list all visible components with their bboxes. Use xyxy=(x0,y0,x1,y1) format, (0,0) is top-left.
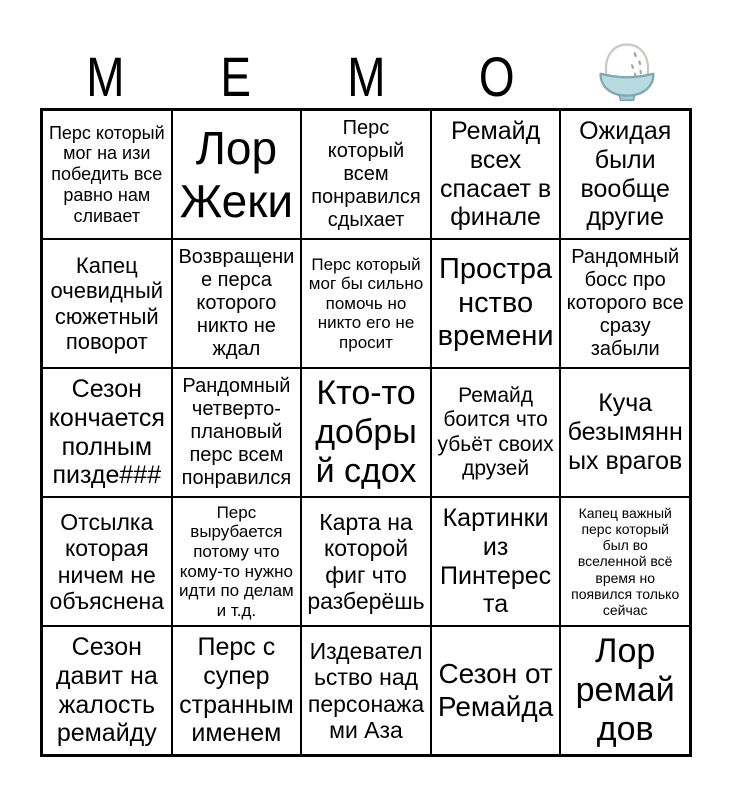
bingo-cell[interactable] xyxy=(172,110,302,239)
bingo-cell[interactable] xyxy=(560,110,690,239)
bingo-cell-label: Лор ремайдов xyxy=(575,631,675,749)
bingo-cell-label: Куча безымянных врагов xyxy=(567,389,683,475)
header-letter: М xyxy=(346,45,386,109)
bingo-cell[interactable] xyxy=(42,239,172,368)
header-letter: Е xyxy=(220,45,251,109)
bingo-cell[interactable] xyxy=(301,239,431,368)
rice-bowl-icon xyxy=(594,40,660,102)
bingo-cell-label: Перс который мог на изи победить все равно нам сливает xyxy=(48,122,165,226)
bingo-cell[interactable] xyxy=(560,368,690,497)
bingo-cell[interactable] xyxy=(42,626,172,755)
bingo-cell[interactable] xyxy=(42,110,172,239)
bingo-cell[interactable] xyxy=(301,497,431,626)
header-letter-col xyxy=(301,26,431,109)
bingo-cell-label: Лор Жеки xyxy=(179,121,294,227)
bingo-cell-label: Отсылка которая ничем не объяснена xyxy=(49,508,165,614)
bingo-cell[interactable] xyxy=(172,497,302,626)
bingo-cell[interactable] xyxy=(301,110,431,239)
bingo-cell-label: Пространство времени xyxy=(437,253,554,353)
bingo-cell[interactable] xyxy=(560,497,690,626)
bingo-cell[interactable] xyxy=(42,368,172,497)
bingo-cell[interactable] xyxy=(431,368,561,497)
bingo-cell-label: Перс который всем понравился сдыхает xyxy=(311,117,421,231)
bingo-cell-label: Картинки из Пинтереста xyxy=(440,504,552,619)
bingo-cell-label: Возвращение перса которого никто не ждал xyxy=(178,246,295,360)
bingo-cell-label: Капец важный перс который был во вселенной всё время но появился только сейчас xyxy=(571,505,680,618)
bingo-cell-label: Ожидая были вообще другие xyxy=(579,117,672,232)
bingo-cell-label: Издевательство над персонажами Аза xyxy=(307,637,425,743)
bingo-cell[interactable] xyxy=(431,497,561,626)
header-letter-col xyxy=(170,26,300,109)
bingo-cell[interactable] xyxy=(172,239,302,368)
bingo-cell[interactable] xyxy=(301,368,431,497)
bingo-cell-label: Ремайд всех спасает в финале xyxy=(440,117,552,232)
bingo-cell-label: Перс который мог бы сильно помочь но никто его не просит xyxy=(308,254,424,352)
bingo-cell[interactable] xyxy=(431,110,561,239)
bingo-cell[interactable] xyxy=(301,626,431,755)
bingo-cell[interactable] xyxy=(172,368,302,497)
bingo-cell-label: Кто-то добрый сдох xyxy=(315,373,417,491)
bingo-cell[interactable] xyxy=(42,497,172,626)
bingo-cell-label: Ремайд боится что убьёт своих друзей xyxy=(437,384,554,480)
bingo-cell[interactable] xyxy=(560,626,690,755)
bingo-cell-label: Карта на которой фиг что разберёшь xyxy=(307,508,425,614)
bingo-cell-label: Капец очевидный сюжетный поворот xyxy=(50,252,164,354)
bingo-cell[interactable] xyxy=(560,239,690,368)
header-letter: М xyxy=(86,45,125,109)
bingo-cell-label: Сезон давит на жалость ремайду xyxy=(55,633,158,748)
bingo-cell[interactable] xyxy=(431,239,561,368)
bingo-card xyxy=(40,108,692,757)
bingo-cell-label: Перс вырубается потому что кому-то нужно идти по делам и т.д. xyxy=(179,502,294,620)
bingo-cell[interactable] xyxy=(172,626,302,755)
bingo-cell[interactable] xyxy=(431,626,561,755)
header-emoji-col xyxy=(562,26,692,100)
bingo-cell-label: Сезон от Ремайда xyxy=(437,658,554,722)
bingo-cell-label: Сезон кончается полным пизде### xyxy=(48,375,165,490)
bingo-cell-label: Рандомный четверто-плановый перс всем понравился xyxy=(181,375,292,489)
bingo-header xyxy=(40,26,692,109)
header-letter: О xyxy=(478,45,515,109)
header-letter-col xyxy=(40,26,170,109)
bingo-cell-label: Перс с супер странным именем xyxy=(179,633,294,748)
header-letter-col xyxy=(431,26,561,109)
bingo-cell-label: Рандомный босс про которого все сразу забыли xyxy=(566,246,684,360)
